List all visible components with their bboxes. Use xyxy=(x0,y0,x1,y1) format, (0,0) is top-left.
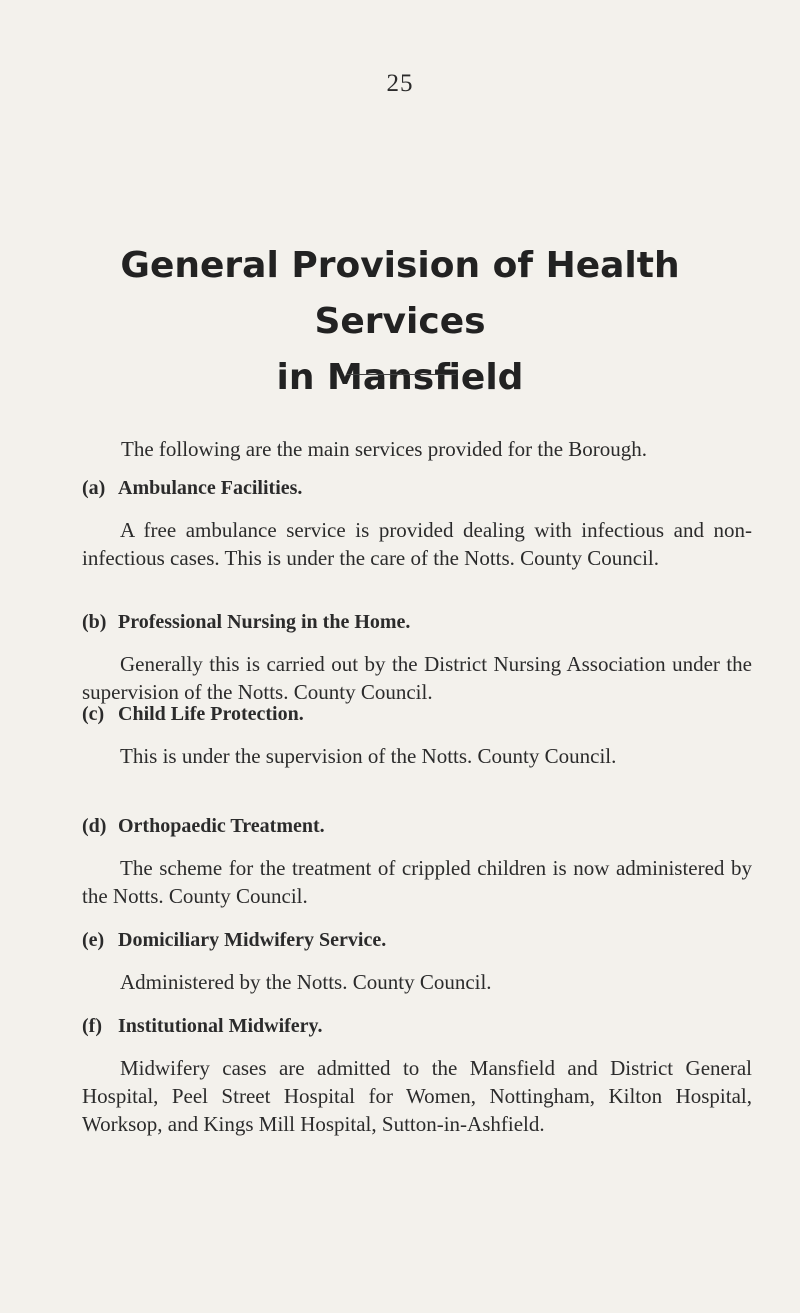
section-letter: (d) xyxy=(82,815,107,837)
section-heading-text: Professional Nursing in the Home. xyxy=(118,611,411,633)
section-ambulance-facilities xyxy=(82,474,752,572)
section-orthopaedic-treatment xyxy=(82,812,752,910)
section-professional-nursing xyxy=(82,608,752,706)
page-title-line-1: General Provision of Health Services xyxy=(120,245,680,342)
page-title-line-2: in Mansfield xyxy=(276,357,524,398)
section-heading xyxy=(82,812,752,840)
section-heading xyxy=(82,608,752,636)
section-letter: (e) xyxy=(82,929,105,951)
section-body: Generally this is carried out by the District Nursing Association under the supervision of the Notts. County Council. xyxy=(82,652,752,704)
section-letter: (b) xyxy=(82,611,107,633)
section-body: This is under the supervision of the Notts. County Council. xyxy=(120,744,617,768)
section-letter: (f) xyxy=(82,1015,102,1037)
section-heading-text: Ambulance Facilities. xyxy=(118,477,303,499)
section-institutional-midwifery xyxy=(82,1012,752,1138)
section-heading xyxy=(82,926,752,954)
section-heading xyxy=(82,1012,752,1040)
section-letter: (c) xyxy=(82,703,105,725)
page-title xyxy=(40,238,760,406)
section-body: The scheme for the treatment of crippled children is now administered by the Notts. County Council. xyxy=(82,856,752,908)
title-divider xyxy=(346,374,456,375)
section-body: Administered by the Notts. County Council. xyxy=(120,970,492,994)
section-letter: (a) xyxy=(82,477,106,499)
section-heading-text: Orthopaedic Treatment. xyxy=(118,815,325,837)
section-body: A free ambulance service is provided dealing with infectious and non-infectious cases. This is under the care of the Notts. County Council. xyxy=(82,518,752,570)
section-body: Midwifery cases are admitted to the Mansfield and District General Hospital, Peel Street Hospital for Women, Nottingham, Kilton Hospital, Worksop, and Kings Mill Hospital, Sutton-in-Ashfield. xyxy=(82,1056,752,1136)
section-heading-text: Institutional Midwifery. xyxy=(118,1015,323,1037)
page-number: 25 xyxy=(386,70,414,97)
section-child-life-protection xyxy=(82,700,752,770)
section-heading xyxy=(82,700,752,728)
section-heading-text: Domiciliary Midwifery Service. xyxy=(118,929,387,951)
section-heading xyxy=(82,474,752,502)
section-heading-text: Child Life Protection. xyxy=(118,703,304,725)
intro-paragraph: The following are the main services provided for the Borough. xyxy=(121,437,648,461)
section-domiciliary-midwifery xyxy=(82,926,752,996)
